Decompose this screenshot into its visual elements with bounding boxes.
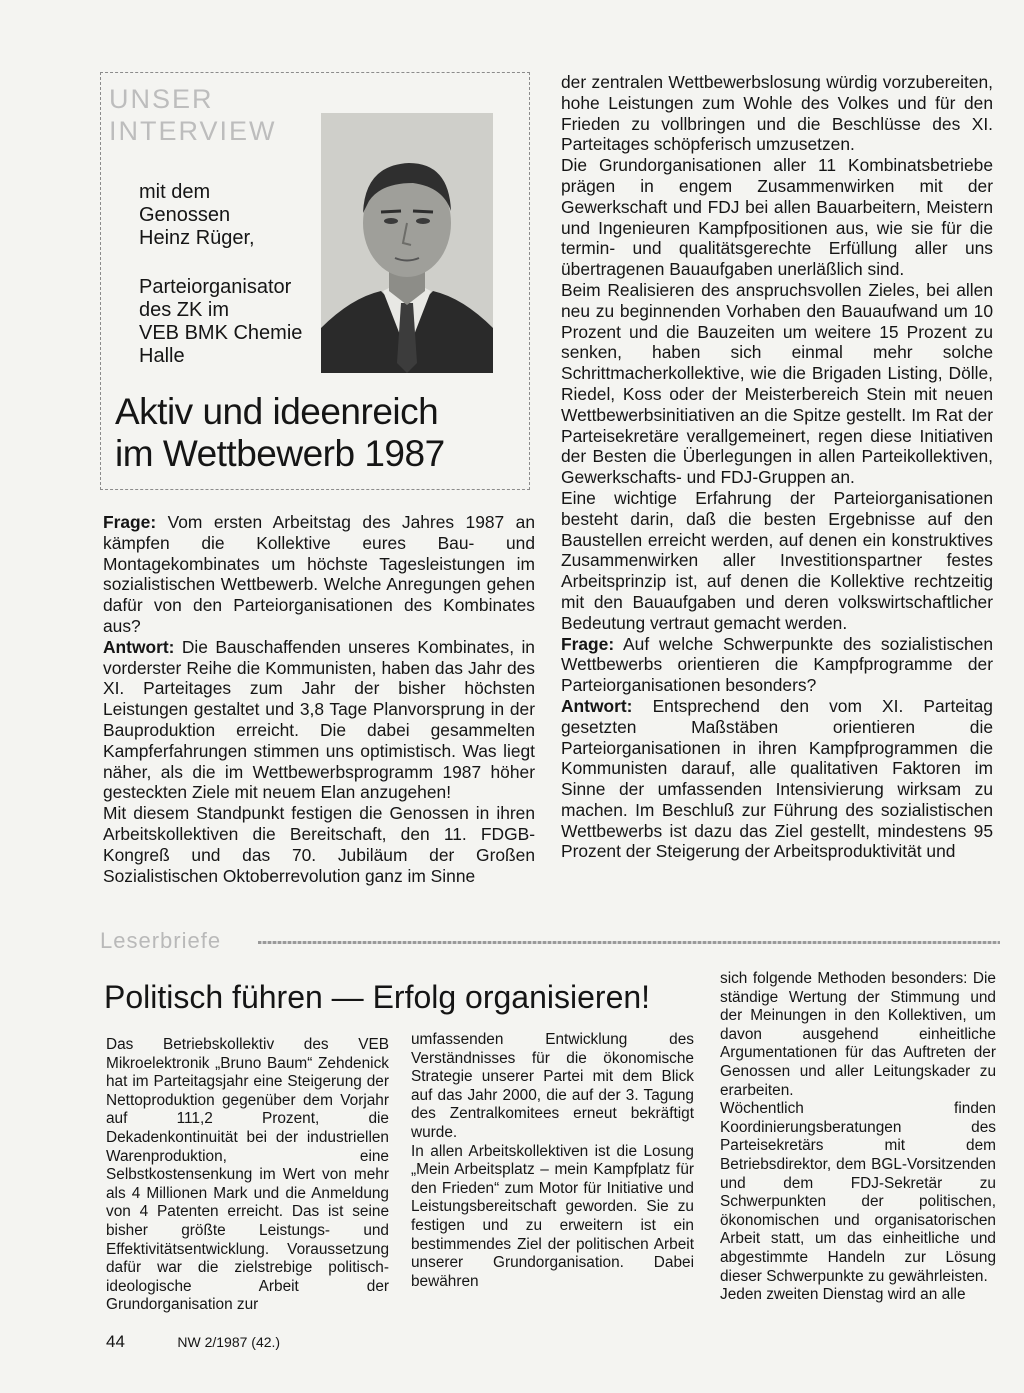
paragraph: Jeden zweiten Dienstag wird an alle: [720, 1286, 966, 1304]
role-line-2: des ZK im: [139, 299, 230, 321]
question-text: Auf welche Schwerpunkte des sozialistischen Wettbewerbs orientieren die Kampfprogramme der Parteiorganisationen besonders?: [561, 633, 993, 696]
paragraph: Mit diesem Standpunkt festigen die Genossen in ihren Arbeitskollektiven die Bereitschaft, den 11. FDGB-Kongreß und das 70. Jubiläum der Großen Sozialistischen Oktoberrevolution ganz im Sinne: [103, 803, 535, 886]
role-line-4: Halle: [139, 345, 185, 367]
answer-label: Antwort:: [103, 636, 175, 657]
paragraph: umfassenden Entwicklung des Verständnisses für die ökonomische Strategie unserer Partei mit dem Blick auf das Jahr 2000, die auf der 3. Tagung des Zentralkomitees erneut bekräftigt wurde.: [411, 1031, 694, 1141]
answer-text: Entsprechend den vom XI. Parteitag gesetzten Maßstäben orientieren die Parteiorganisationen in ihren Kampfprogrammen die Kommunisten darauf, alle qualitativen Faktoren im Sinne der umfassenden Intensivierung wirksam zu machen. Im Beschluß zur Führung des sozialistischen Wettbewerbs ist dazu das Ziel gestellt, mindestens 95 Prozent der Steigerung der Arbeitsproduktivität und: [561, 695, 993, 862]
role-line-3: VEB BMK Chemie: [139, 322, 303, 344]
interview-box: [100, 72, 530, 490]
section-divider: [258, 941, 1000, 944]
kicker-line-1: UNSER: [109, 84, 214, 114]
paragraph: Wöchentlich finden Koordinierungsberatungen des Parteisekretärs mit dem Betriebsdirektor, dem BGL-Vorsitzenden und dem FDJ-Sekretär zu Schwerpunkten der politischen, ökonomischen und organisatorischen Arbeit statt, um das einheitliche und abgestimmte Handeln zur Lösung dieser Schwerpunkte zu gewährleisten.: [720, 1100, 996, 1285]
letters-column-1: [106, 1036, 389, 1315]
headline-line-2: im Wettbewerb 1987: [115, 433, 445, 474]
intro-line-1: mit dem: [139, 181, 211, 203]
issue-label: NW 2/1987 (42.): [177, 1334, 281, 1350]
interview-kicker: [109, 83, 277, 147]
question-text: Vom ersten Arbeitstag des Jahres 1987 an kämpfen die Kollektive eures Bau- und Montagekombinates um höchste Tagesleistungen im sozialistischen Wettbewerb. Welche Anregungen gehen dafür von den Parteiorganisationen des Kombinates aus?: [103, 512, 535, 636]
section-rule: [100, 928, 1000, 953]
paragraph: In allen Arbeitskollektiven ist die Losung „Mein Arbeitsplatz – mein Kampfplatz für den Frieden“ zum Motor für Initiative und Leistungsbereitschaft geworden. Sie zu festigen und zu erweitern ist ein bestimmendes Ziel der politischen Arbeit unserer Grundorganisation. Dabei bewähren: [411, 1142, 694, 1290]
paragraph: Das Betriebskollektiv des VEB Mikroelektronik „Bruno Baum“ Zehdenick hat im Parteitagsjahr eine Steigerung der Nettoproduktion gegenüber dem Vorjahr auf 111,2 Prozent, die Dekadenkontinuität bei der industriellen Warenproduktion, eine Selbstkostensenkung im Wert von mehr als 4 Millionen Mark und die Anmeldung von 4 Patenten erreicht. Das ist seine bisher größte Leistungs- und Effektivitätsentwicklung. Voraussetzung dafür war die zielstrebige politisch-ideologische Arbeit der Grundorganisation zur: [106, 1036, 389, 1314]
paragraph: Eine wichtige Erfahrung der Parteiorganisationen besteht darin, daß die besten Ergebnisse auf den Baustellen erreicht werden, auf denen ein konstruktives Zusammenwirken aller Investitionspartner festes Arbeitsprinzip ist, auf denen die Kollektive rechtzeitig mit den Bauaufgaben und deren volkswirtschaftlicher Bedeutung vertraut gemacht werden.: [561, 487, 993, 633]
paragraph: sich folgende Methoden besonders: Die ständige Wertung der Stimmung und der Meinungen in den Kollektiven, um davon ausgehend einheitliche Argumentationen für das Auftreten der Genossen und aller Leitungskader zu erarbeiten.: [720, 970, 996, 1099]
letters-column-2: [411, 1031, 694, 1291]
interview-intro: [139, 181, 339, 368]
answer-1: [103, 637, 535, 803]
question-2: [561, 634, 993, 696]
intro-line-2: Genossen: [139, 204, 231, 226]
letters-headline: Politisch führen — Erfolg organisieren!: [104, 979, 651, 1015]
interview-headline: [115, 391, 515, 475]
section-label: Leserbriefe: [100, 928, 222, 953]
answer-2: [561, 696, 993, 862]
page-footer: [106, 1332, 280, 1352]
headline-line-1: Aktiv und ideenreich: [115, 391, 439, 432]
portrait-photo: [321, 113, 493, 373]
question-label: Frage:: [561, 633, 615, 654]
answer-text: Die Bauschaffenden unseres Kombinates, in vorderster Reihe die Kommunisten, haben das Jahr des XI. Parteitages zum Jahr der bisher höchsten Leistungen gestaltet und 3,8 Tage Planvorsprung in der Bauproduktion erreicht. Die dabei gesammelten Kampferfahrungen stimmen uns optimistisch. Was liegt näher, als die im Wettbewerbsprogramm 1987 höher gesteckten Ziele mit neuem Elan anzugehen!: [103, 636, 535, 803]
kicker-line-2: INTERVIEW: [109, 116, 277, 146]
role-line-1: Parteiorganisator: [139, 276, 292, 298]
question-label: Frage:: [103, 512, 157, 532]
interview-right-column: [561, 72, 993, 862]
paragraph: Beim Realisieren des anspruchsvollen Zieles, bei allen neu zu beginnenden Vorhaben den Bauaufwand um 10 Prozent und die Bauzeiten um weitere 15 Prozent zu senken, haben sich einmal mehr solche Schrittmacherkollektive, wie die Brigaden Listing, Dölle, Riedel, Koss oder der Meisterbereich Stein mit neuen Wettbewerbsinitiativen an die Spitze gestellt. Im Rat der Parteisekretäre verallgemeinert, regen diese Initiativen der Besten die Überlegungen in allen Parteikollektiven, Gewerkschafts- und FDJ-Gruppen an.: [561, 279, 993, 488]
interview-left-column: [103, 512, 535, 886]
letters-column-3: [720, 970, 996, 1305]
intro-line-3: Heinz Rüger,: [139, 227, 255, 249]
question-1: [103, 512, 535, 637]
page-number: 44: [106, 1332, 125, 1351]
paragraph: Die Grundorganisationen aller 11 Kombinatsbetriebe prägen in engem Zusammenwirken mit der Gewerkschaft und FDJ bei allen Bauarbeitern, Meistern und Ingenieuren Kampfpositionen aus, wie sie für die termin- und qualitätsgerechte Erfüllung aller uns übertragenen Bauaufgaben unerläßlich sind.: [561, 155, 993, 280]
answer-label: Antwort:: [561, 695, 633, 716]
paragraph: der zentralen Wettbewerbslosung würdig vorzubereiten, hohe Leistungen zum Wohle des Volkes und für den Frieden zu vollbringen und die Beschlüsse des XI. Parteitages schöpferisch umzusetzen.: [561, 72, 993, 155]
